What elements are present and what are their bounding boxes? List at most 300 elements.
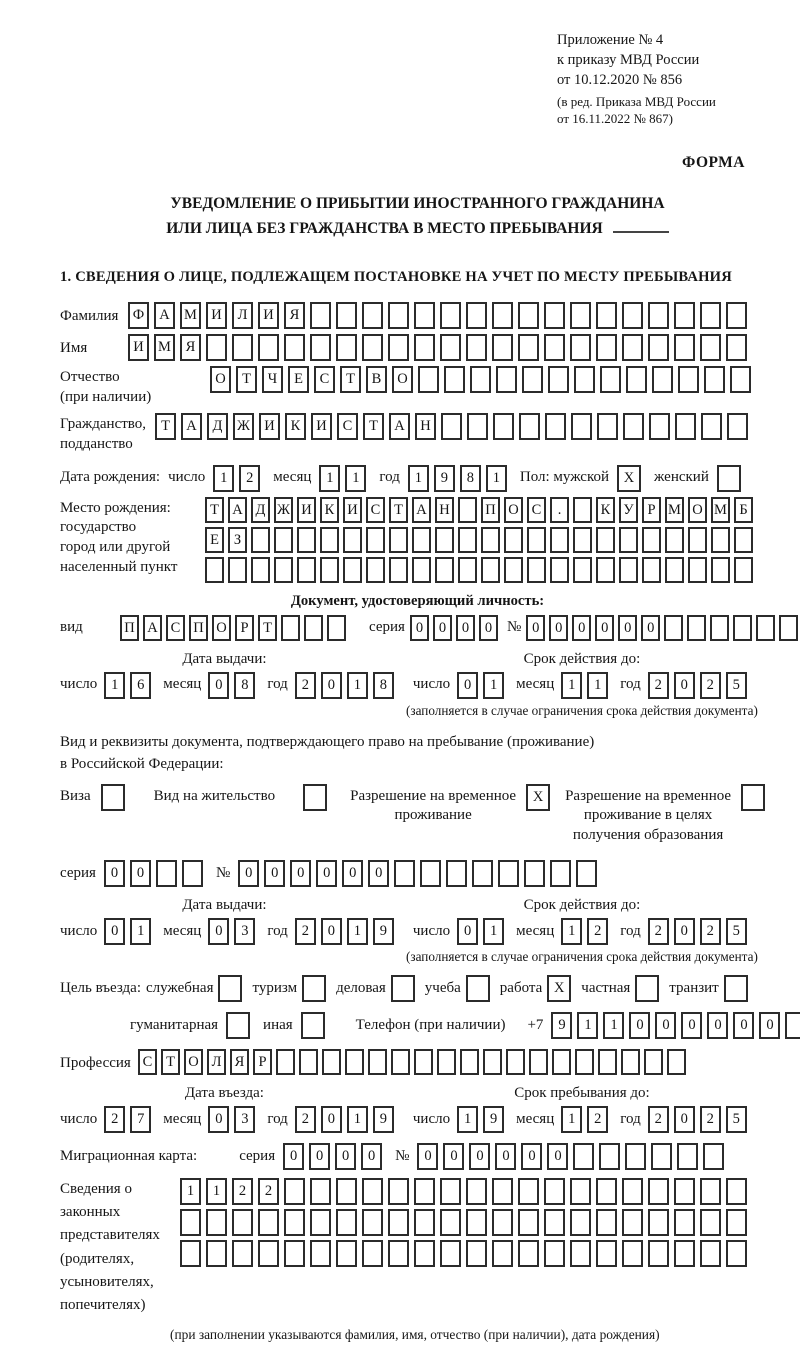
- char-cell[interactable]: 1: [319, 465, 340, 492]
- char-cell[interactable]: С: [337, 413, 358, 440]
- char-cell[interactable]: X: [547, 975, 571, 1002]
- char-cell[interactable]: 0: [469, 1143, 490, 1170]
- char-cell[interactable]: [688, 557, 707, 583]
- temp-residence-edu-checkbox[interactable]: [741, 784, 770, 811]
- char-cell[interactable]: [598, 1049, 617, 1075]
- char-cell[interactable]: [414, 1240, 435, 1267]
- char-cell[interactable]: [440, 302, 461, 329]
- char-cell[interactable]: [466, 302, 487, 329]
- char-cell[interactable]: [388, 1209, 409, 1236]
- char-cell[interactable]: 0: [572, 615, 591, 641]
- char-cell[interactable]: [779, 615, 798, 641]
- char-cell[interactable]: [310, 302, 331, 329]
- purpose-other-checkbox[interactable]: [301, 1012, 330, 1039]
- char-cell[interactable]: [675, 413, 696, 440]
- char-cell[interactable]: [711, 557, 730, 583]
- char-cell[interactable]: [435, 527, 454, 553]
- char-cell[interactable]: [573, 1143, 594, 1170]
- char-cell[interactable]: [458, 497, 477, 523]
- char-cell[interactable]: [597, 413, 618, 440]
- char-cell[interactable]: [727, 413, 748, 440]
- char-cell[interactable]: [518, 302, 539, 329]
- char-cell[interactable]: 0: [495, 1143, 516, 1170]
- char-cell[interactable]: [310, 1209, 331, 1236]
- char-cell[interactable]: [437, 1049, 456, 1075]
- char-cell[interactable]: [622, 1209, 643, 1236]
- char-cell[interactable]: [701, 413, 722, 440]
- char-cell[interactable]: 0: [618, 615, 637, 641]
- char-cell[interactable]: [648, 334, 669, 361]
- char-cell[interactable]: 0: [549, 615, 568, 641]
- char-cell[interactable]: [412, 557, 431, 583]
- char-cell[interactable]: [492, 1240, 513, 1267]
- purpose-work-checkbox[interactable]: [547, 975, 576, 1002]
- birthplace-row1-input[interactable]: [205, 497, 757, 523]
- char-cell[interactable]: Т: [258, 615, 277, 641]
- char-cell[interactable]: [756, 615, 775, 641]
- char-cell[interactable]: Я: [284, 302, 305, 329]
- char-cell[interactable]: [570, 302, 591, 329]
- char-cell[interactable]: [391, 975, 415, 1002]
- char-cell[interactable]: [302, 975, 326, 1002]
- char-cell[interactable]: 9: [373, 918, 394, 945]
- char-cell[interactable]: А: [389, 413, 410, 440]
- char-cell[interactable]: Т: [236, 366, 257, 393]
- char-cell[interactable]: [524, 860, 545, 887]
- char-cell[interactable]: [622, 1240, 643, 1267]
- char-cell[interactable]: А: [412, 497, 431, 523]
- char-cell[interactable]: 0: [433, 615, 452, 641]
- char-cell[interactable]: [481, 527, 500, 553]
- char-cell[interactable]: [492, 1178, 513, 1205]
- char-cell[interactable]: Р: [235, 615, 254, 641]
- char-cell[interactable]: 0: [681, 1012, 702, 1039]
- char-cell[interactable]: [710, 615, 729, 641]
- char-cell[interactable]: [596, 334, 617, 361]
- char-cell[interactable]: [667, 1049, 686, 1075]
- char-cell[interactable]: И: [343, 497, 362, 523]
- char-cell[interactable]: [570, 1178, 591, 1205]
- char-cell[interactable]: С: [314, 366, 335, 393]
- char-cell[interactable]: 7: [130, 1106, 151, 1133]
- char-cell[interactable]: [232, 334, 253, 361]
- char-cell[interactable]: [518, 1240, 539, 1267]
- char-cell[interactable]: [622, 302, 643, 329]
- phone-input[interactable]: [551, 1012, 800, 1039]
- birth-month-input[interactable]: [319, 465, 371, 492]
- sex-female-checkbox[interactable]: [717, 465, 746, 492]
- char-cell[interactable]: [304, 615, 323, 641]
- char-cell[interactable]: Т: [155, 413, 176, 440]
- purpose-official-checkbox[interactable]: [218, 975, 247, 1002]
- char-cell[interactable]: [711, 527, 730, 553]
- permit-expiry-month-input[interactable]: [561, 918, 613, 945]
- char-cell[interactable]: [548, 366, 569, 393]
- char-cell[interactable]: [251, 527, 270, 553]
- char-cell[interactable]: 2: [295, 1106, 316, 1133]
- char-cell[interactable]: [472, 860, 493, 887]
- char-cell[interactable]: 1: [587, 672, 608, 699]
- char-cell[interactable]: И: [128, 334, 149, 361]
- char-cell[interactable]: [677, 1143, 698, 1170]
- patronymic-input[interactable]: [210, 366, 756, 393]
- char-cell[interactable]: [310, 1178, 331, 1205]
- char-cell[interactable]: И: [258, 302, 279, 329]
- char-cell[interactable]: 6: [130, 672, 151, 699]
- char-cell[interactable]: [651, 1143, 672, 1170]
- char-cell[interactable]: 0: [457, 672, 478, 699]
- char-cell[interactable]: С: [166, 615, 185, 641]
- char-cell[interactable]: Т: [205, 497, 224, 523]
- char-cell[interactable]: [574, 366, 595, 393]
- char-cell[interactable]: 2: [232, 1178, 253, 1205]
- char-cell[interactable]: 1: [603, 1012, 624, 1039]
- char-cell[interactable]: [226, 1012, 250, 1039]
- entry-month-input[interactable]: [208, 1106, 260, 1133]
- char-cell[interactable]: [550, 557, 569, 583]
- sex-male-checkbox[interactable]: [617, 465, 646, 492]
- char-cell[interactable]: [596, 1178, 617, 1205]
- char-cell[interactable]: [726, 1209, 747, 1236]
- char-cell[interactable]: И: [297, 497, 316, 523]
- char-cell[interactable]: [394, 860, 415, 887]
- char-cell[interactable]: Д: [207, 413, 228, 440]
- char-cell[interactable]: [550, 527, 569, 553]
- char-cell[interactable]: [440, 1240, 461, 1267]
- char-cell[interactable]: 0: [104, 860, 125, 887]
- char-cell[interactable]: [180, 1240, 201, 1267]
- char-cell[interactable]: 0: [208, 1106, 229, 1133]
- char-cell[interactable]: 8: [460, 465, 481, 492]
- char-cell[interactable]: У: [619, 497, 638, 523]
- char-cell[interactable]: П: [189, 615, 208, 641]
- char-cell[interactable]: [552, 1049, 571, 1075]
- char-cell[interactable]: [625, 1143, 646, 1170]
- char-cell[interactable]: [258, 1240, 279, 1267]
- char-cell[interactable]: [368, 1049, 387, 1075]
- char-cell[interactable]: 0: [479, 615, 498, 641]
- purpose-study-checkbox[interactable]: [466, 975, 495, 1002]
- doc-issue-month-input[interactable]: [208, 672, 260, 699]
- doc-type-input[interactable]: [120, 615, 350, 641]
- char-cell[interactable]: [206, 1240, 227, 1267]
- char-cell[interactable]: [544, 1178, 565, 1205]
- stay-year-input[interactable]: [648, 1106, 752, 1133]
- surname-input[interactable]: [128, 302, 752, 329]
- char-cell[interactable]: 2: [648, 672, 669, 699]
- doc-expiry-day-input[interactable]: [457, 672, 509, 699]
- char-cell[interactable]: 0: [733, 1012, 754, 1039]
- char-cell[interactable]: [414, 1209, 435, 1236]
- char-cell[interactable]: [388, 1178, 409, 1205]
- char-cell[interactable]: П: [120, 615, 139, 641]
- stay-month-input[interactable]: [561, 1106, 613, 1133]
- char-cell[interactable]: И: [259, 413, 280, 440]
- char-cell[interactable]: С: [527, 497, 546, 523]
- char-cell[interactable]: 0: [410, 615, 429, 641]
- char-cell[interactable]: Я: [180, 334, 201, 361]
- permit-issue-year-input[interactable]: [295, 918, 399, 945]
- char-cell[interactable]: 1: [561, 672, 582, 699]
- char-cell[interactable]: [619, 557, 638, 583]
- char-cell[interactable]: О: [688, 497, 707, 523]
- char-cell[interactable]: [336, 1240, 357, 1267]
- char-cell[interactable]: [674, 1209, 695, 1236]
- char-cell[interactable]: А: [143, 615, 162, 641]
- char-cell[interactable]: Е: [205, 527, 224, 553]
- char-cell[interactable]: [414, 1049, 433, 1075]
- char-cell[interactable]: [726, 1178, 747, 1205]
- char-cell[interactable]: [458, 557, 477, 583]
- char-cell[interactable]: 1: [180, 1178, 201, 1205]
- temp-residence-checkbox[interactable]: [526, 784, 555, 811]
- char-cell[interactable]: 0: [342, 860, 363, 887]
- char-cell[interactable]: [310, 1240, 331, 1267]
- char-cell[interactable]: [626, 366, 647, 393]
- char-cell[interactable]: 1: [347, 672, 368, 699]
- char-cell[interactable]: [297, 527, 316, 553]
- char-cell[interactable]: [483, 1049, 502, 1075]
- char-cell[interactable]: 1: [213, 465, 234, 492]
- char-cell[interactable]: 2: [295, 918, 316, 945]
- char-cell[interactable]: С: [138, 1049, 157, 1075]
- char-cell[interactable]: Н: [435, 497, 454, 523]
- char-cell[interactable]: [391, 1049, 410, 1075]
- char-cell[interactable]: [343, 527, 362, 553]
- char-cell[interactable]: [101, 784, 125, 811]
- char-cell[interactable]: [258, 334, 279, 361]
- char-cell[interactable]: 0: [264, 860, 285, 887]
- char-cell[interactable]: 3: [234, 1106, 255, 1133]
- char-cell[interactable]: [206, 334, 227, 361]
- char-cell[interactable]: [327, 615, 346, 641]
- char-cell[interactable]: [297, 557, 316, 583]
- char-cell[interactable]: Р: [253, 1049, 272, 1075]
- char-cell[interactable]: [544, 1209, 565, 1236]
- char-cell[interactable]: [466, 334, 487, 361]
- char-cell[interactable]: [726, 302, 747, 329]
- char-cell[interactable]: Л: [232, 302, 253, 329]
- char-cell[interactable]: 1: [345, 465, 366, 492]
- char-cell[interactable]: [284, 1209, 305, 1236]
- char-cell[interactable]: [648, 1209, 669, 1236]
- char-cell[interactable]: [573, 527, 592, 553]
- char-cell[interactable]: Т: [161, 1049, 180, 1075]
- char-cell[interactable]: Т: [389, 497, 408, 523]
- char-cell[interactable]: [652, 366, 673, 393]
- char-cell[interactable]: [466, 975, 490, 1002]
- char-cell[interactable]: [343, 557, 362, 583]
- char-cell[interactable]: [345, 1049, 364, 1075]
- char-cell[interactable]: [734, 557, 753, 583]
- char-cell[interactable]: [644, 1049, 663, 1075]
- char-cell[interactable]: [734, 527, 753, 553]
- char-cell[interactable]: Т: [340, 366, 361, 393]
- char-cell[interactable]: 2: [104, 1106, 125, 1133]
- char-cell[interactable]: [674, 1178, 695, 1205]
- char-cell[interactable]: [460, 1049, 479, 1075]
- residence-permit-checkbox[interactable]: [303, 784, 332, 811]
- char-cell[interactable]: X: [526, 784, 550, 811]
- migcard-series-input[interactable]: [283, 1143, 387, 1170]
- char-cell[interactable]: [700, 334, 721, 361]
- char-cell[interactable]: [492, 302, 513, 329]
- char-cell[interactable]: Т: [363, 413, 384, 440]
- char-cell[interactable]: [506, 1049, 525, 1075]
- char-cell[interactable]: М: [180, 302, 201, 329]
- char-cell[interactable]: Ж: [274, 497, 293, 523]
- char-cell[interactable]: [573, 497, 592, 523]
- char-cell[interactable]: [206, 1209, 227, 1236]
- doc-issue-year-input[interactable]: [295, 672, 399, 699]
- char-cell[interactable]: 0: [283, 1143, 304, 1170]
- char-cell[interactable]: [544, 1240, 565, 1267]
- char-cell[interactable]: 1: [408, 465, 429, 492]
- char-cell[interactable]: П: [481, 497, 500, 523]
- char-cell[interactable]: [733, 615, 752, 641]
- char-cell[interactable]: А: [181, 413, 202, 440]
- char-cell[interactable]: 1: [561, 918, 582, 945]
- char-cell[interactable]: [730, 366, 751, 393]
- char-cell[interactable]: 2: [700, 672, 721, 699]
- char-cell[interactable]: 0: [629, 1012, 650, 1039]
- char-cell[interactable]: [414, 302, 435, 329]
- char-cell[interactable]: 1: [347, 918, 368, 945]
- char-cell[interactable]: Д: [251, 497, 270, 523]
- char-cell[interactable]: [362, 1178, 383, 1205]
- char-cell[interactable]: [522, 366, 543, 393]
- char-cell[interactable]: 1: [130, 918, 151, 945]
- char-cell[interactable]: [622, 1178, 643, 1205]
- char-cell[interactable]: [414, 1178, 435, 1205]
- char-cell[interactable]: О: [212, 615, 231, 641]
- char-cell[interactable]: [444, 366, 465, 393]
- char-cell[interactable]: [493, 413, 514, 440]
- char-cell[interactable]: 0: [707, 1012, 728, 1039]
- visa-checkbox[interactable]: [101, 784, 130, 811]
- char-cell[interactable]: М: [665, 497, 684, 523]
- char-cell[interactable]: [665, 527, 684, 553]
- char-cell[interactable]: [440, 1209, 461, 1236]
- char-cell[interactable]: [284, 1178, 305, 1205]
- char-cell[interactable]: 1: [561, 1106, 582, 1133]
- char-cell[interactable]: 2: [700, 1106, 721, 1133]
- char-cell[interactable]: [362, 302, 383, 329]
- char-cell[interactable]: [156, 860, 177, 887]
- profession-input[interactable]: [138, 1049, 690, 1075]
- char-cell[interactable]: 2: [587, 1106, 608, 1133]
- char-cell[interactable]: К: [285, 413, 306, 440]
- given-name-input[interactable]: [128, 334, 752, 361]
- char-cell[interactable]: 2: [258, 1178, 279, 1205]
- char-cell[interactable]: [336, 302, 357, 329]
- char-cell[interactable]: [388, 1240, 409, 1267]
- char-cell[interactable]: М: [711, 497, 730, 523]
- citizenship-input[interactable]: [155, 413, 753, 440]
- char-cell[interactable]: [388, 302, 409, 329]
- char-cell[interactable]: 2: [587, 918, 608, 945]
- char-cell[interactable]: 9: [551, 1012, 572, 1039]
- char-cell[interactable]: 1: [486, 465, 507, 492]
- char-cell[interactable]: [498, 860, 519, 887]
- char-cell[interactable]: [492, 1209, 513, 1236]
- permit-expiry-day-input[interactable]: [457, 918, 509, 945]
- char-cell[interactable]: О: [504, 497, 523, 523]
- char-cell[interactable]: [704, 366, 725, 393]
- char-cell[interactable]: 0: [321, 672, 342, 699]
- char-cell[interactable]: [284, 1240, 305, 1267]
- char-cell[interactable]: [481, 557, 500, 583]
- char-cell[interactable]: О: [392, 366, 413, 393]
- char-cell[interactable]: [504, 527, 523, 553]
- char-cell[interactable]: [527, 527, 546, 553]
- char-cell[interactable]: [619, 527, 638, 553]
- legal-reps-row3-input[interactable]: [180, 1240, 752, 1267]
- char-cell[interactable]: [642, 527, 661, 553]
- char-cell[interactable]: [274, 527, 293, 553]
- purpose-humanitarian-checkbox[interactable]: [226, 1012, 255, 1039]
- doc-expiry-year-input[interactable]: [648, 672, 752, 699]
- char-cell[interactable]: 0: [674, 918, 695, 945]
- char-cell[interactable]: [621, 1049, 640, 1075]
- char-cell[interactable]: 1: [206, 1178, 227, 1205]
- char-cell[interactable]: [575, 1049, 594, 1075]
- char-cell[interactable]: 0: [521, 1143, 542, 1170]
- char-cell[interactable]: Я: [230, 1049, 249, 1075]
- char-cell[interactable]: [550, 860, 571, 887]
- char-cell[interactable]: [678, 366, 699, 393]
- char-cell[interactable]: [648, 302, 669, 329]
- char-cell[interactable]: О: [210, 366, 231, 393]
- birth-day-input[interactable]: [213, 465, 265, 492]
- char-cell[interactable]: [492, 334, 513, 361]
- char-cell[interactable]: [642, 557, 661, 583]
- char-cell[interactable]: 3: [234, 918, 255, 945]
- char-cell[interactable]: 0: [130, 860, 151, 887]
- doc-number-input[interactable]: [526, 615, 800, 641]
- char-cell[interactable]: [596, 527, 615, 553]
- char-cell[interactable]: [441, 413, 462, 440]
- entry-year-input[interactable]: [295, 1106, 399, 1133]
- char-cell[interactable]: О: [184, 1049, 203, 1075]
- char-cell[interactable]: [545, 413, 566, 440]
- char-cell[interactable]: 2: [239, 465, 260, 492]
- char-cell[interactable]: [518, 1209, 539, 1236]
- char-cell[interactable]: [648, 1178, 669, 1205]
- purpose-private-checkbox[interactable]: [635, 975, 664, 1002]
- char-cell[interactable]: 0: [104, 918, 125, 945]
- char-cell[interactable]: [599, 1143, 620, 1170]
- char-cell[interactable]: [527, 557, 546, 583]
- char-cell[interactable]: 0: [526, 615, 545, 641]
- char-cell[interactable]: 0: [595, 615, 614, 641]
- char-cell[interactable]: [544, 302, 565, 329]
- char-cell[interactable]: К: [596, 497, 615, 523]
- char-cell[interactable]: 0: [316, 860, 337, 887]
- entry-day-input[interactable]: [104, 1106, 156, 1133]
- char-cell[interactable]: [389, 557, 408, 583]
- char-cell[interactable]: [596, 302, 617, 329]
- char-cell[interactable]: [182, 860, 203, 887]
- char-cell[interactable]: 0: [321, 918, 342, 945]
- char-cell[interactable]: [687, 615, 706, 641]
- char-cell[interactable]: [284, 334, 305, 361]
- char-cell[interactable]: 0: [655, 1012, 676, 1039]
- char-cell[interactable]: 2: [700, 918, 721, 945]
- char-cell[interactable]: 5: [726, 1106, 747, 1133]
- char-cell[interactable]: [466, 1240, 487, 1267]
- char-cell[interactable]: [435, 557, 454, 583]
